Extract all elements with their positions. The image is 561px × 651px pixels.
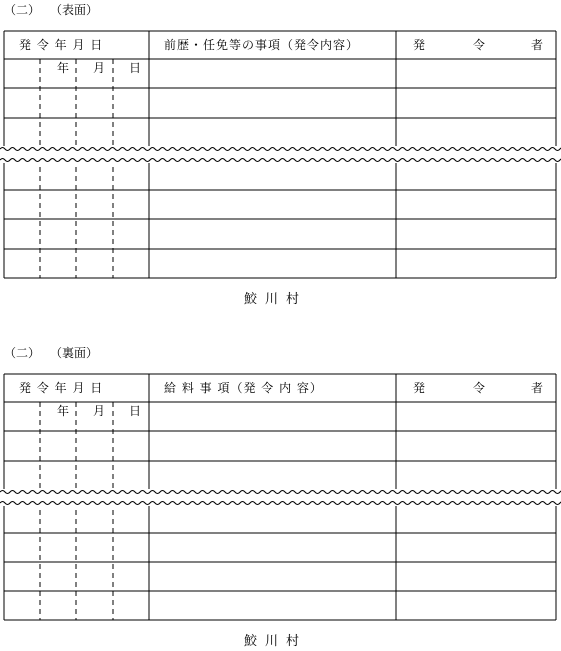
back-sub-day: 日	[129, 404, 142, 418]
back-header-date: 発 令 年 月 日	[19, 381, 104, 395]
back-sub-year: 年	[57, 404, 70, 418]
front-sub-day: 日	[129, 61, 142, 75]
back-sub-month: 月	[93, 404, 106, 418]
front-caption-label: （表面）	[50, 3, 99, 17]
back-caption-number: （二）	[4, 346, 41, 360]
front-sub-month: 月	[93, 61, 106, 75]
front-header-details: 前歴・任免等の事項（発令内容）	[164, 38, 360, 52]
front-header-date: 発 令 年 月 日	[19, 38, 104, 52]
back-header-issuer-3: 者	[531, 381, 545, 395]
back-header-issuer-1: 発	[413, 381, 427, 395]
front-header-issuer-1: 発	[413, 38, 427, 52]
front-header-issuer-3: 者	[531, 38, 545, 52]
front-caption-number: （二）	[4, 3, 41, 17]
back-village-name: 鮫川村	[244, 634, 308, 649]
back-header-issuer-2: 令	[473, 381, 487, 395]
back-caption-label: （裏面）	[50, 346, 99, 360]
front-sub-year: 年	[57, 61, 70, 75]
back-header-details: 給 料 事 項（発 令 内 容）	[164, 381, 323, 395]
front-header-issuer-2: 令	[473, 38, 487, 52]
front-village-name: 鮫川村	[244, 292, 308, 307]
